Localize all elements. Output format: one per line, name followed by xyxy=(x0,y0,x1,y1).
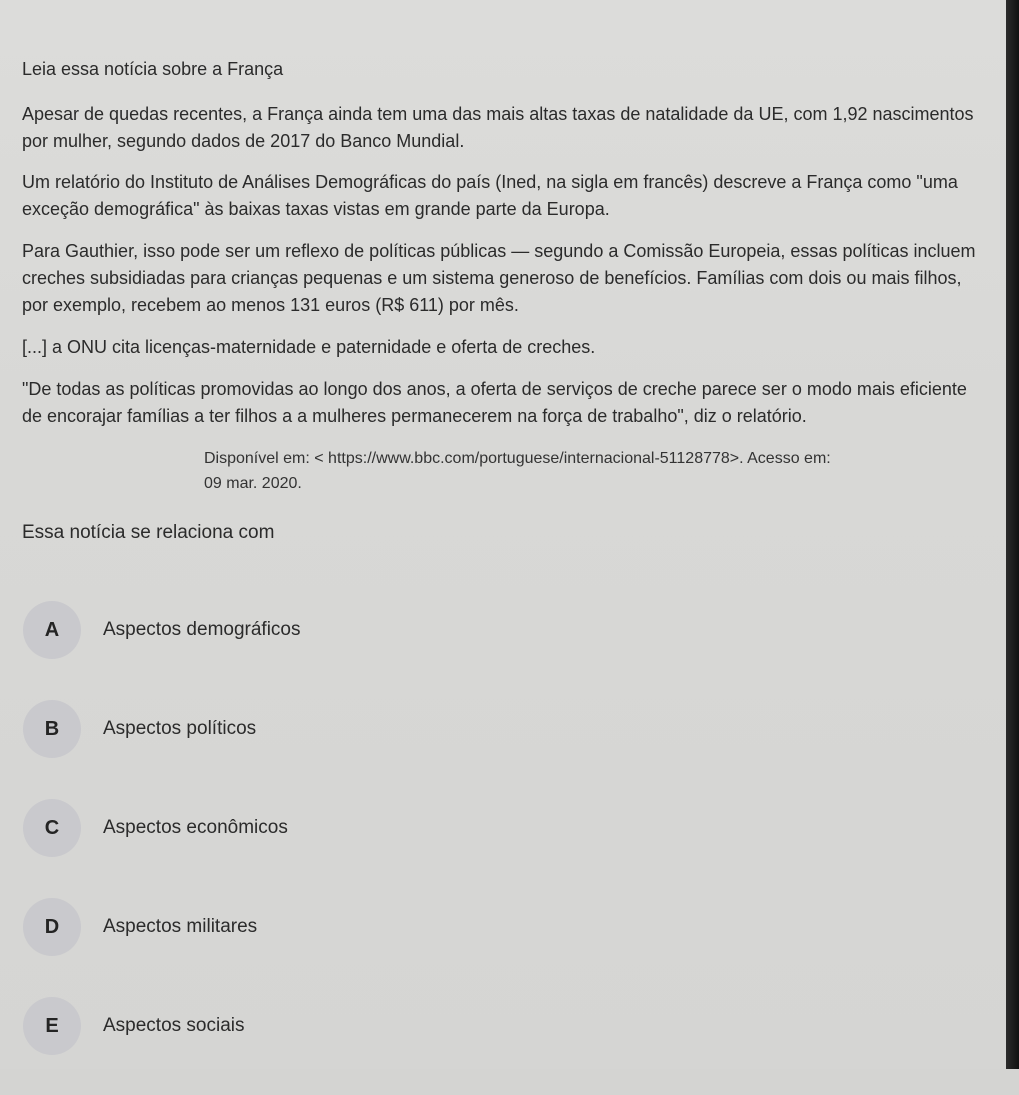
option-d-badge[interactable]: D xyxy=(23,898,81,956)
device-bezel xyxy=(1006,0,1019,1069)
paragraph-5: "De todas as políticas promovidas ao longo dos anos, a oferta de serviços de creche parece ser o modo mais eficiente de encorajar famílias a ter filhos a a mulheres permanecerem na força de trabalho", diz o relatório. xyxy=(22,379,967,426)
option-a[interactable] xyxy=(23,600,923,660)
intro-text: Leia essa notícia sobre a França xyxy=(22,59,284,79)
option-e[interactable] xyxy=(23,996,923,1056)
answer-options xyxy=(23,600,923,1095)
paragraph-4: [...] a ONU cita licenças-maternidade e paternidade e oferta de creches. xyxy=(22,337,596,357)
option-b-label: Aspectos políticos xyxy=(103,718,257,739)
option-b[interactable] xyxy=(23,699,923,759)
question-prompt: Essa notícia se relaciona com xyxy=(22,522,275,543)
option-c-badge[interactable]: C xyxy=(23,799,81,857)
question-content xyxy=(22,56,987,546)
option-e-badge[interactable]: E xyxy=(23,997,81,1055)
paragraph-1: Apesar de quedas recentes, a França ainda tem uma das mais altas taxas de natalidade da UE, com 1,92 nascimentos por mulher, segundo dados de 2017 do Banco Mundial. xyxy=(22,104,974,151)
option-d-label: Aspectos militares xyxy=(103,916,258,937)
option-c[interactable] xyxy=(23,798,923,858)
paragraph-3: Para Gauthier, isso pode ser um reflexo de políticas públicas — segundo a Comissão Europeia, essas políticas incluem creches subsidiadas para crianças pequenas e um sistema generoso de benefícios. Famílias com dois ou mais filhos, por exemplo, recebem ao menos 131 euros (R$ 611) por mês. xyxy=(22,241,976,315)
option-d[interactable] xyxy=(23,897,923,957)
option-a-badge[interactable]: A xyxy=(23,601,81,659)
source-citation: Disponível em: < https://www.bbc.com/portuguese/internacional-51128778>. Acesso em: 09 mar. 2020. xyxy=(204,450,831,492)
option-e-label: Aspectos sociais xyxy=(103,1015,245,1036)
option-a-label: Aspectos demográficos xyxy=(103,619,301,640)
option-c-label: Aspectos econômicos xyxy=(103,817,288,838)
option-b-badge[interactable]: B xyxy=(23,700,81,758)
paragraph-2: Um relatório do Instituto de Análises Demográficas do país (Ined, na sigla em francês) descreve a França como "uma exceção demográfica" às baixas taxas vistas em grande parte da Europa. xyxy=(22,172,958,219)
